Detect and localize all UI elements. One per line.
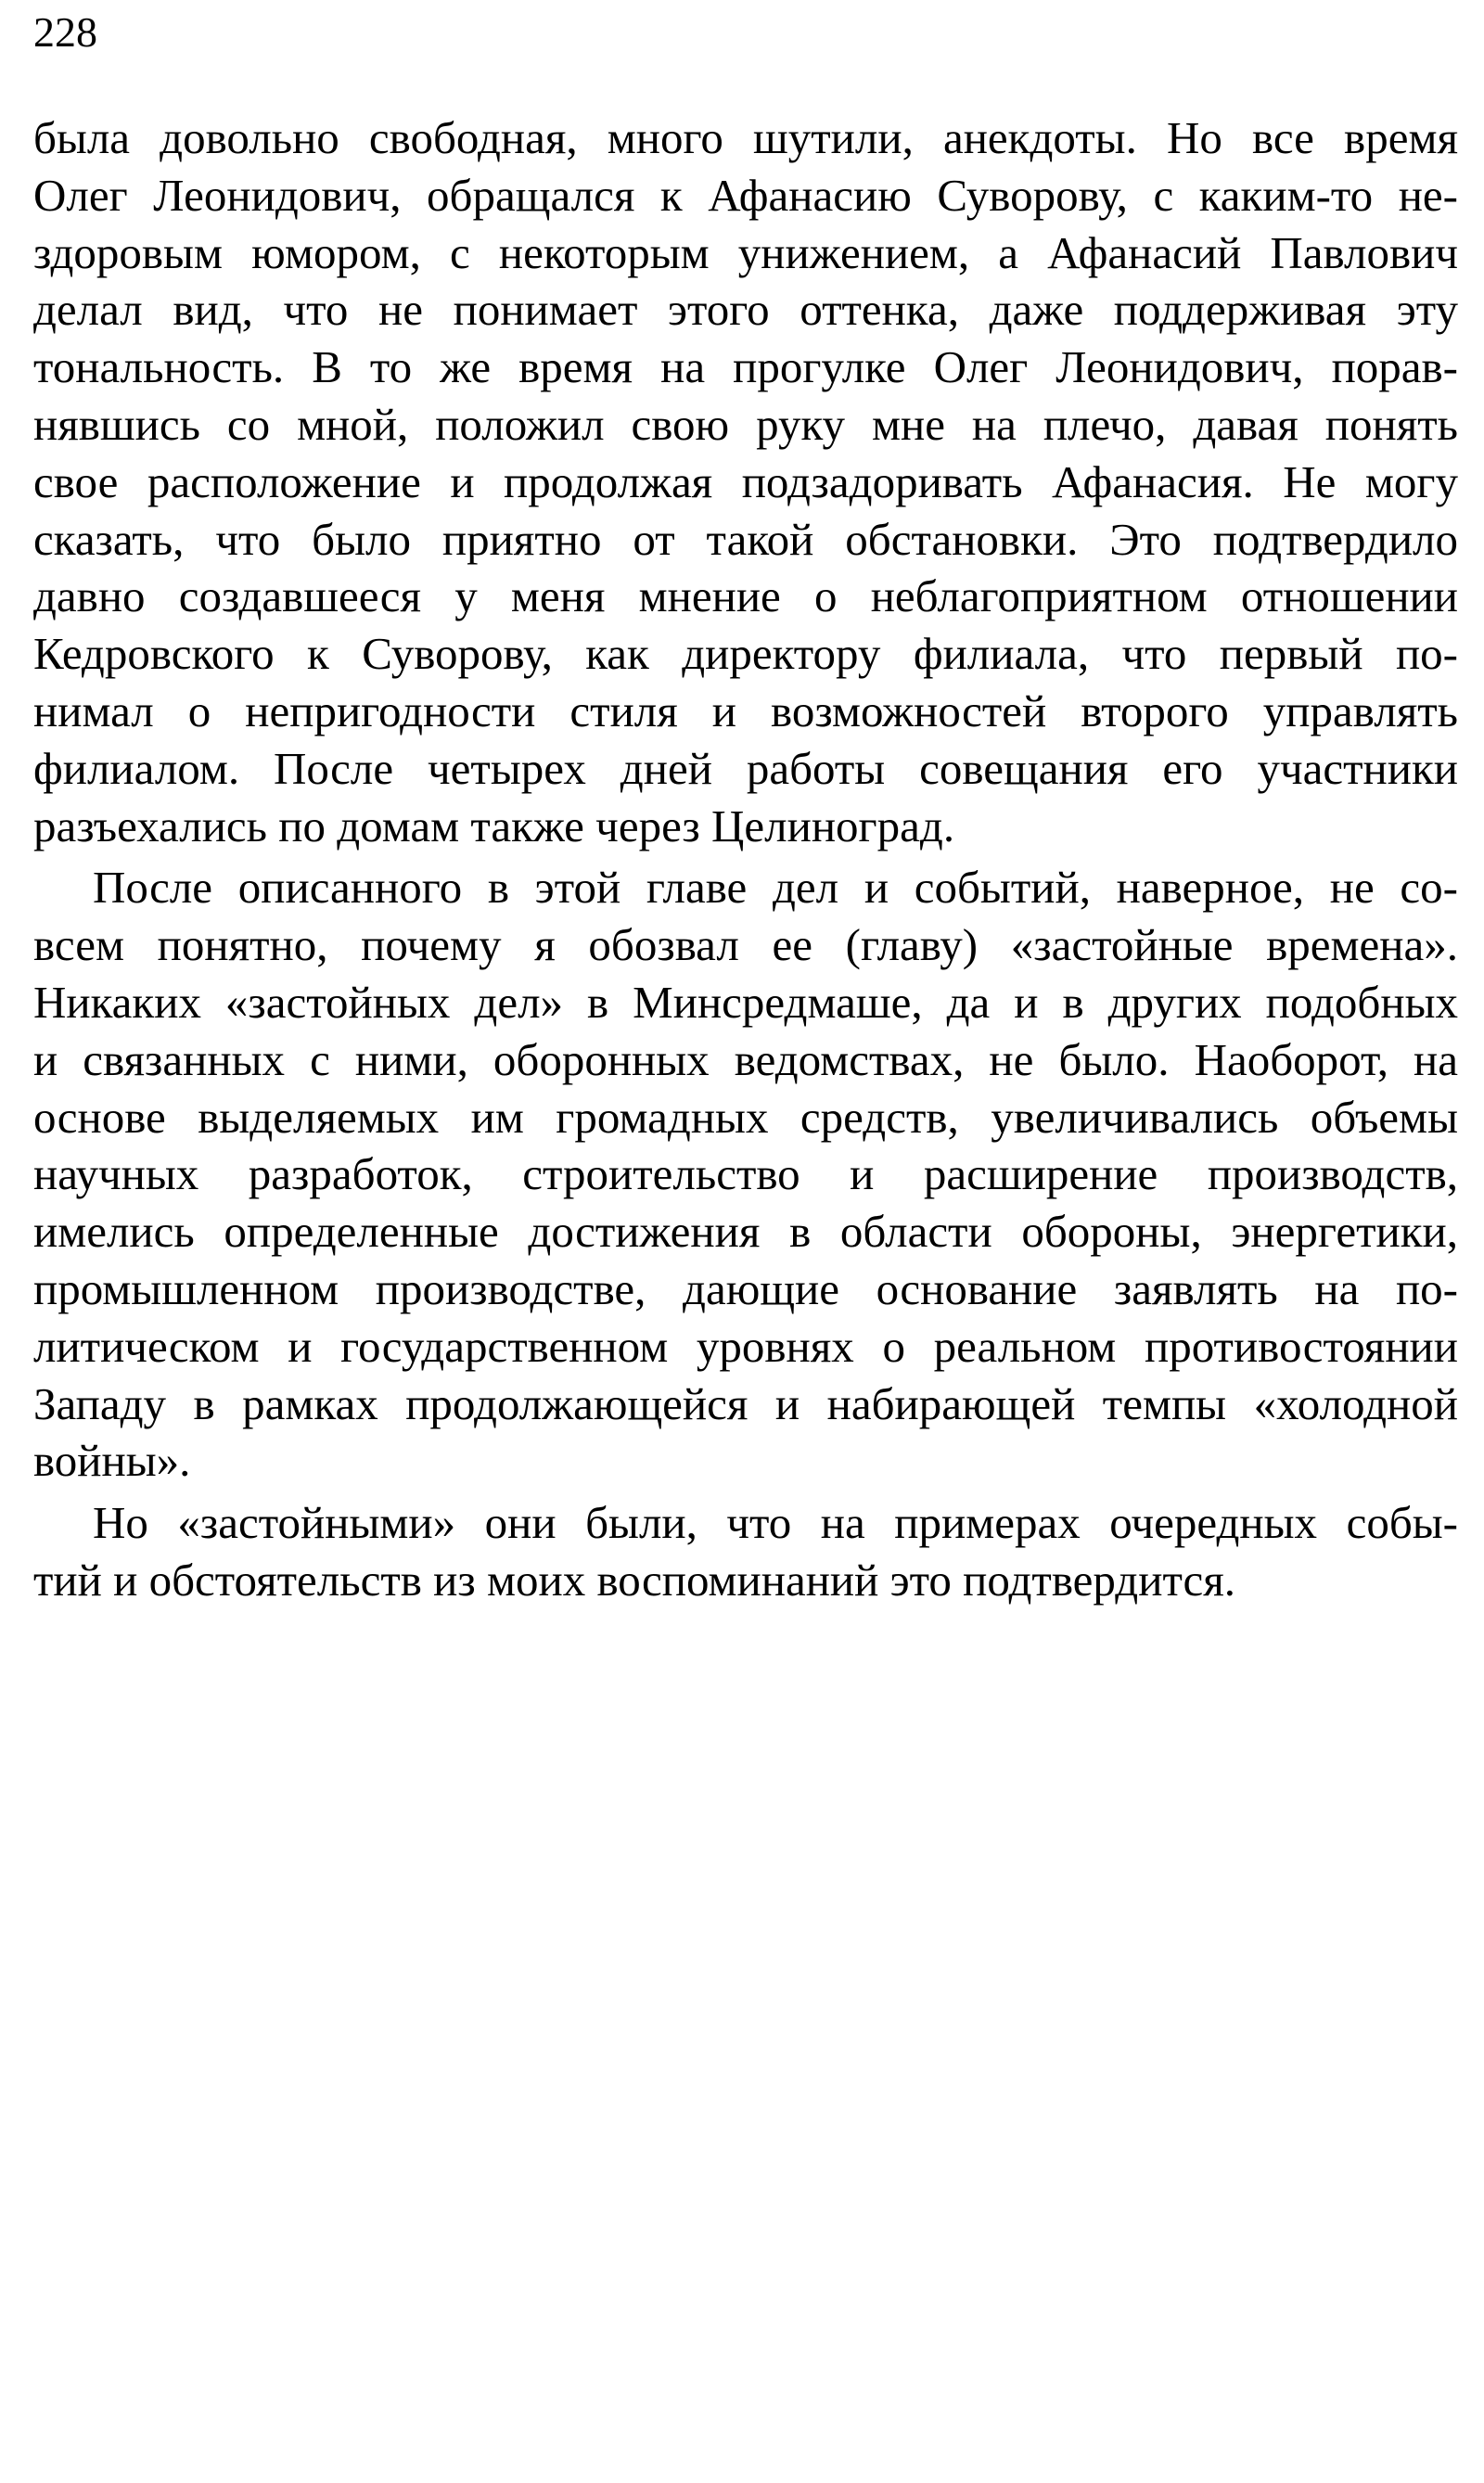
text-line: разъехались по домам также через Целиноград. (33, 800, 955, 851)
text-line: научных разработок, строительство и расширение производств, (33, 1148, 1458, 1200)
text-line: литическом и государственном уровнях о реальном противостоянии (33, 1320, 1458, 1372)
text-line: тональность. В то же время на прогулке Олег Леонидович, порав- (33, 341, 1458, 393)
text-line: Западу в рамках продолжающейся и набирающей темпы «холодной (33, 1377, 1458, 1429)
paragraph-2 (33, 859, 1458, 1490)
text-line: После описанного в этой главе дел и событий, наверное, не со- (93, 862, 1458, 914)
text-line: была довольно свободная, много шутили, анекдоты. Но все время (33, 112, 1458, 163)
text-line: всем понятно, почему я обозвал ее (главу) «застойные времена». (33, 919, 1458, 971)
text-line: нимал о непригодности стиля и возможностей второго управлять (33, 685, 1458, 736)
text-line: Но «застойными» они были, что на примерах очередных собы- (93, 1497, 1458, 1549)
text-line: давно создавшееся у меня мнение о неблагоприятном отношении (33, 570, 1458, 622)
text-line: и связанных с ними, оборонных ведомствах, не было. Наоборот, на (33, 1033, 1458, 1085)
text-line: филиалом. После четырех дней работы совещания его участники (33, 742, 1458, 794)
text-line: сказать, что было приятно от такой обстановки. Это подтвердило (33, 513, 1458, 565)
text-line: основе выделяемых им громадных средств, увеличивались объемы (33, 1091, 1458, 1143)
page-number: 228 (33, 8, 97, 56)
text-line: тий и обстоятельств из моих воспоминаний это подтвердится. (33, 1554, 1235, 1606)
text-line: нявшись со мной, положил свою руку мне на плечо, давая понять (33, 398, 1458, 450)
text-line: здоровым юмором, с некоторым унижением, а Афанасий Павлович (33, 226, 1458, 278)
text-line: свое расположение и продолжая подзадоривать Афанасия. Не могу (33, 455, 1458, 507)
text-line: Никаких «застойных дел» в Минсредмаше, да и в других подобных (33, 976, 1458, 1028)
paragraph-3 (33, 1494, 1458, 1609)
text-line: делал вид, что не понимает этого оттенка, даже поддерживая эту (33, 284, 1458, 336)
body-text (33, 109, 1458, 1609)
paragraph-1 (33, 109, 1458, 854)
text-line: промышленном производстве, дающие основание заявлять на по- (33, 1262, 1458, 1314)
text-line: имелись определенные достижения в области обороны, энергетики, (33, 1206, 1458, 1258)
text-line: войны». (33, 1435, 191, 1487)
text-line: Кедровского к Суворову, как директору филиала, что первый по- (33, 628, 1458, 680)
text-line: Олег Леонидович, обращался к Афанасию Суворову, с каким-то не- (33, 169, 1458, 221)
